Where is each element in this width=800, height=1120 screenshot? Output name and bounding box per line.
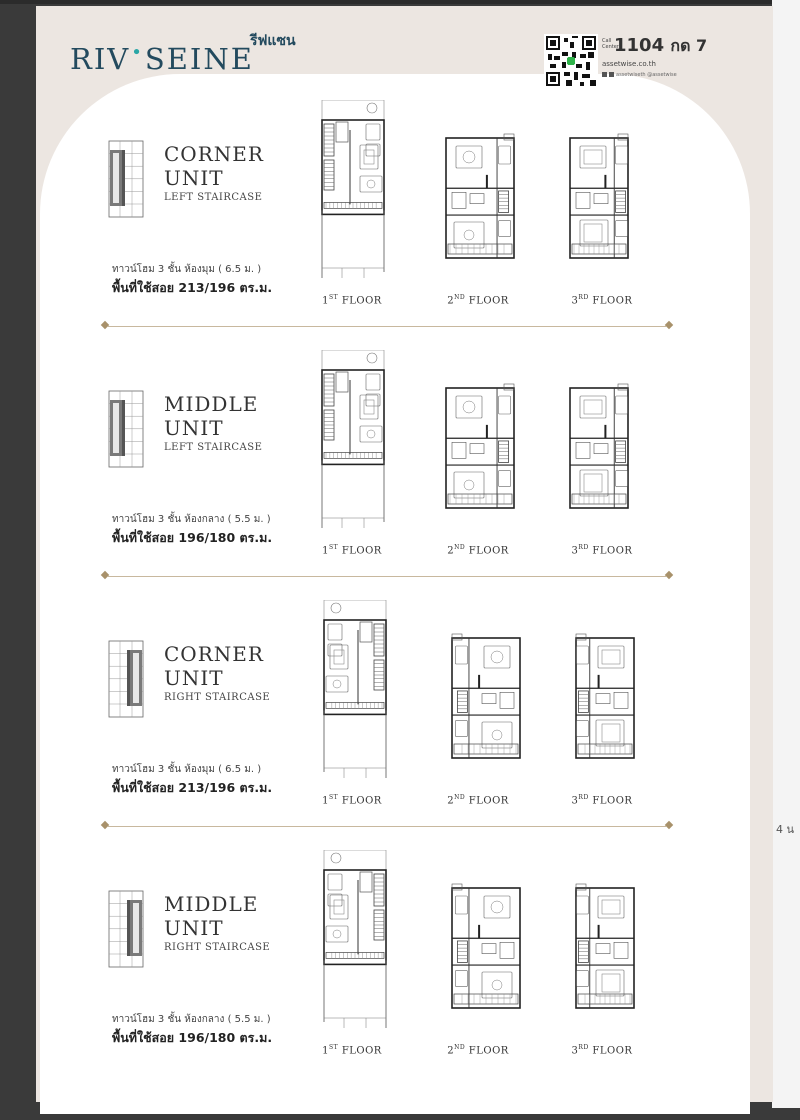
unit-section (36, 880, 773, 1120)
unit-title-line1: MIDDLE (164, 892, 259, 916)
unit-title-line2: UNIT (164, 166, 224, 190)
social-handles: assetwiseth @assetwise (602, 72, 677, 78)
floor-plan (320, 600, 388, 784)
adjacent-page (772, 0, 800, 1108)
floor-plan (320, 100, 388, 284)
floor-label: 3RD FLOOR (571, 1044, 633, 1057)
unit-block-icon (108, 390, 144, 468)
floor-label: 2ND FLOOR (447, 294, 509, 307)
brand-name-right: SEINE (144, 42, 254, 76)
section-divider (102, 822, 672, 830)
floor-label: 2ND FLOOR (447, 544, 509, 557)
floor-plan-3 (568, 882, 636, 1016)
staircase-label: LEFT STAIRCASE (164, 442, 263, 453)
floor-plan-3 (568, 132, 636, 266)
unit-title-line1: MIDDLE (164, 392, 259, 416)
diamond-ornament-icon (101, 571, 109, 579)
floor-plan (444, 882, 522, 1020)
floor-plan-1 (320, 600, 388, 780)
window-top-bar (0, 0, 800, 4)
floor-label: 1ST FLOOR (322, 1044, 382, 1057)
unit-block-icon (108, 140, 144, 218)
usable-area: พื้นที่ใช้สอย 196/180 ตร.ม. (112, 530, 273, 545)
unit-title-line2: UNIT (164, 666, 224, 690)
floor-plan-3 (568, 632, 636, 766)
unit-title (164, 392, 258, 440)
staircase-label: RIGHT STAIRCASE (164, 692, 271, 703)
facebook-icon (602, 72, 607, 77)
floor-plan-2 (444, 632, 522, 766)
line-icon (609, 72, 614, 77)
website-link[interactable]: assetwise.co.th (602, 60, 656, 68)
unit-title-line2: UNIT (164, 416, 224, 440)
qr-code-icon (544, 34, 598, 88)
section-divider (102, 572, 672, 580)
brand-name-left: RIV (70, 42, 131, 76)
unit-title (164, 642, 264, 690)
diamond-ornament-icon (101, 321, 109, 329)
unit-block-icon (108, 890, 144, 968)
floor-plan (568, 882, 636, 1020)
unit-type-detail: ทาวน์โฮม 3 ชั้น ห้องกลาง ( 5.5 ม. ) (112, 1014, 271, 1025)
floor-plan-2 (444, 382, 522, 516)
unit-block-icon (108, 640, 144, 718)
adjacent-page-text: 4 น (776, 823, 795, 836)
floor-label: 2ND FLOOR (447, 794, 509, 807)
usable-area: พื้นที่ใช้สอย 213/196 ตร.ม. (112, 280, 273, 295)
brand-thai-name: รีฟแซน (250, 33, 296, 49)
unit-section (36, 130, 773, 370)
diamond-ornament-icon (101, 821, 109, 829)
staircase-label: RIGHT STAIRCASE (164, 942, 271, 953)
unit-title-line1: CORNER (164, 642, 264, 666)
floor-plan (320, 350, 388, 534)
floor-plan (444, 382, 522, 520)
call-center-label: Call Center (602, 38, 619, 50)
unit-block-icon (108, 390, 144, 468)
call-center-info (602, 34, 712, 84)
floor-label: 3RD FLOOR (571, 794, 633, 807)
floor-label: 2ND FLOOR (447, 1044, 509, 1057)
unit-section (36, 380, 773, 620)
unit-title-line1: CORNER (164, 142, 264, 166)
brand-logo: RIV•SEINE (70, 42, 254, 76)
floor-plan-1 (320, 350, 388, 530)
unit-block-icon (108, 890, 144, 968)
floor-label: 3RD FLOOR (571, 544, 633, 557)
floor-plan (444, 632, 522, 770)
floor-label: 3RD FLOOR (571, 294, 633, 307)
floor-plan (568, 382, 636, 520)
unit-title (164, 892, 258, 940)
floor-plan-2 (444, 882, 522, 1016)
floor-label: 1ST FLOOR (322, 294, 382, 307)
brochure-page (36, 6, 773, 1102)
floor-label: 1ST FLOOR (322, 794, 382, 807)
floor-plan-1 (320, 850, 388, 1030)
floor-plan-2 (444, 132, 522, 266)
unit-block-icon (108, 140, 144, 218)
floor-plan (568, 632, 636, 770)
diamond-ornament-icon (665, 821, 673, 829)
unit-section (36, 630, 773, 870)
unit-type-detail: ทาวน์โฮม 3 ชั้น ห้องมุม ( 6.5 ม. ) (112, 264, 262, 275)
diamond-ornament-icon (665, 571, 673, 579)
floor-label: 1ST FLOOR (322, 544, 382, 557)
usable-area: พื้นที่ใช้สอย 213/196 ตร.ม. (112, 780, 273, 795)
unit-type-detail: ทาวน์โฮม 3 ชั้น ห้องมุม ( 6.5 ม. ) (112, 764, 262, 775)
unit-title-line2: UNIT (164, 916, 224, 940)
unit-type-detail: ทาวน์โฮม 3 ชั้น ห้องกลาง ( 5.5 ม. ) (112, 514, 271, 525)
call-center-number: 1104 กด 7 (614, 35, 708, 56)
unit-title (164, 142, 264, 190)
section-divider (102, 322, 672, 330)
floor-plan (320, 850, 388, 1034)
usable-area: พื้นที่ใช้สอย 196/180 ตร.ม. (112, 1030, 273, 1045)
diamond-ornament-icon (665, 321, 673, 329)
staircase-label: LEFT STAIRCASE (164, 192, 263, 203)
floor-plan (444, 132, 522, 270)
floor-plan-1 (320, 100, 388, 280)
floor-plan-3 (568, 382, 636, 516)
floor-plan (568, 132, 636, 270)
unit-block-icon (108, 640, 144, 718)
